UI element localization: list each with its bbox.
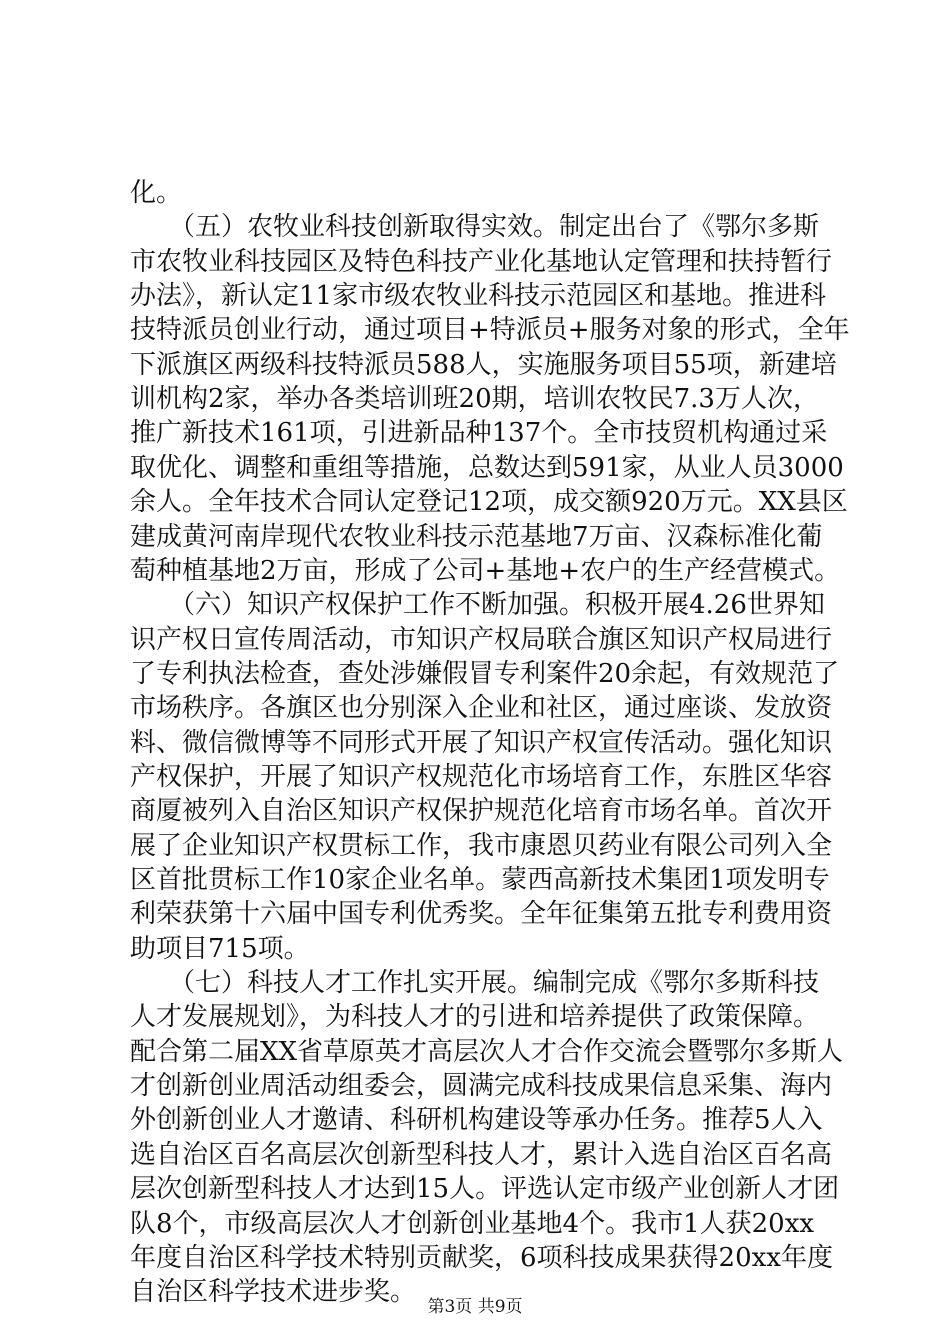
text-line: 推广新技术161项，引进新品种137个。全市技贸机构通过采 [130, 418, 828, 448]
text-line: 取优化、调整和重组等措施，总数达到591家，从业人员3000 [130, 453, 844, 483]
text-line: 下派旗区两级科技特派员588人，实施服务项目55项，新建培 [130, 350, 837, 380]
text-line: 建成黄河南岸现代农牧业科技示范基地7万亩、汉森标准化葡 [130, 522, 823, 552]
text-line: 训机构2家，举办各类培训班20期，培训农牧民7.3万人次， [130, 384, 819, 414]
text-line: 余人。全年技术合同认定登记12项，成交额920万元。XX县区 [130, 487, 848, 517]
text-line: 层次创新型科技人才达到15人。评选认定市级产业创新人才团 [130, 1174, 840, 1204]
text-line: （七）科技人才工作扎实开展。编制完成《鄂尔多斯科技 [130, 968, 820, 998]
text-line: 技特派员创业行动，通过项目+特派员+服务对象的形式，全年 [130, 315, 850, 345]
text-line: 区首批贯标工作10家企业名单。蒙西高新技术集团1项发明专 [130, 865, 830, 895]
text-line: 展了企业知识产权贯标工作，我市康恩贝药业有限公司列入全 [130, 831, 833, 861]
text-line: 商厦被列入自治区知识产权保护规范化培育市场名单。首次开 [130, 796, 833, 826]
text-line: 料、微信微博等不同形式开展了知识产权宣传活动。强化知识 [130, 728, 833, 758]
text-line: 助项目715项。 [130, 934, 310, 964]
text-line: 办法》，新认定11家市级农牧业科技示范园区和基地。推进科 [130, 281, 827, 311]
text-line: 自治区科学技术进步奖。 [130, 1277, 417, 1307]
text-line: 市农牧业科技园区及特色科技产业化基地认定管理和扶持暂行 [130, 247, 833, 277]
text-line: 才创新创业周活动组委会，圆满完成科技成果信息采集、海内 [130, 1071, 833, 1101]
text-line: 配合第二届XX省草原英才高层次人才合作交流会暨鄂尔多斯人 [130, 1037, 844, 1067]
text-line: 识产权日宣传周活动，市知识产权局联合旗区知识产权局进行 [130, 625, 833, 655]
text-line: 人才发展规划》，为科技人才的引进和培养提供了政策保障。 [130, 1002, 820, 1032]
text-line: 选自治区百名高层次创新型科技人才，累计入选自治区百名高 [130, 1140, 833, 1170]
text-line: 外创新创业人才邀请、科研机构建设等承办任务。推荐5人入 [130, 1105, 823, 1135]
text-line: 化。 [130, 178, 183, 208]
text-line: 了专利执法检查，查处涉嫌假冒专利案件20余起，有效规范了 [130, 659, 840, 689]
text-line: 市场秩序。各旗区也分别深入企业和社区，通过座谈、发放资 [130, 693, 833, 723]
text-line: （六）知识产权保护工作不断加强。积极开展4.26世界知 [130, 590, 825, 620]
text-line: 队8个，市级高层次人才创新创业基地4个。我市1人获20xx [130, 1209, 815, 1239]
text-line: 年度自治区科学技术特别贡献奖，6项科技成果获得20xx年度 [130, 1243, 833, 1273]
page-number-footer: 第3页 共9页 [427, 1297, 523, 1317]
text-line: 产权保护，开展了知识产权规范化市场培育工作，东胜区华容 [130, 762, 833, 792]
text-line: （五）农牧业科技创新取得实效。制定出台了《鄂尔多斯 [130, 212, 820, 242]
text-line: 利荣获第十六届中国专利优秀奖。全年征集第五批专利费用资 [130, 899, 833, 929]
text-line: 萄种植基地2万亩，形成了公司+基地+农户的生产经营模式。 [130, 556, 841, 586]
